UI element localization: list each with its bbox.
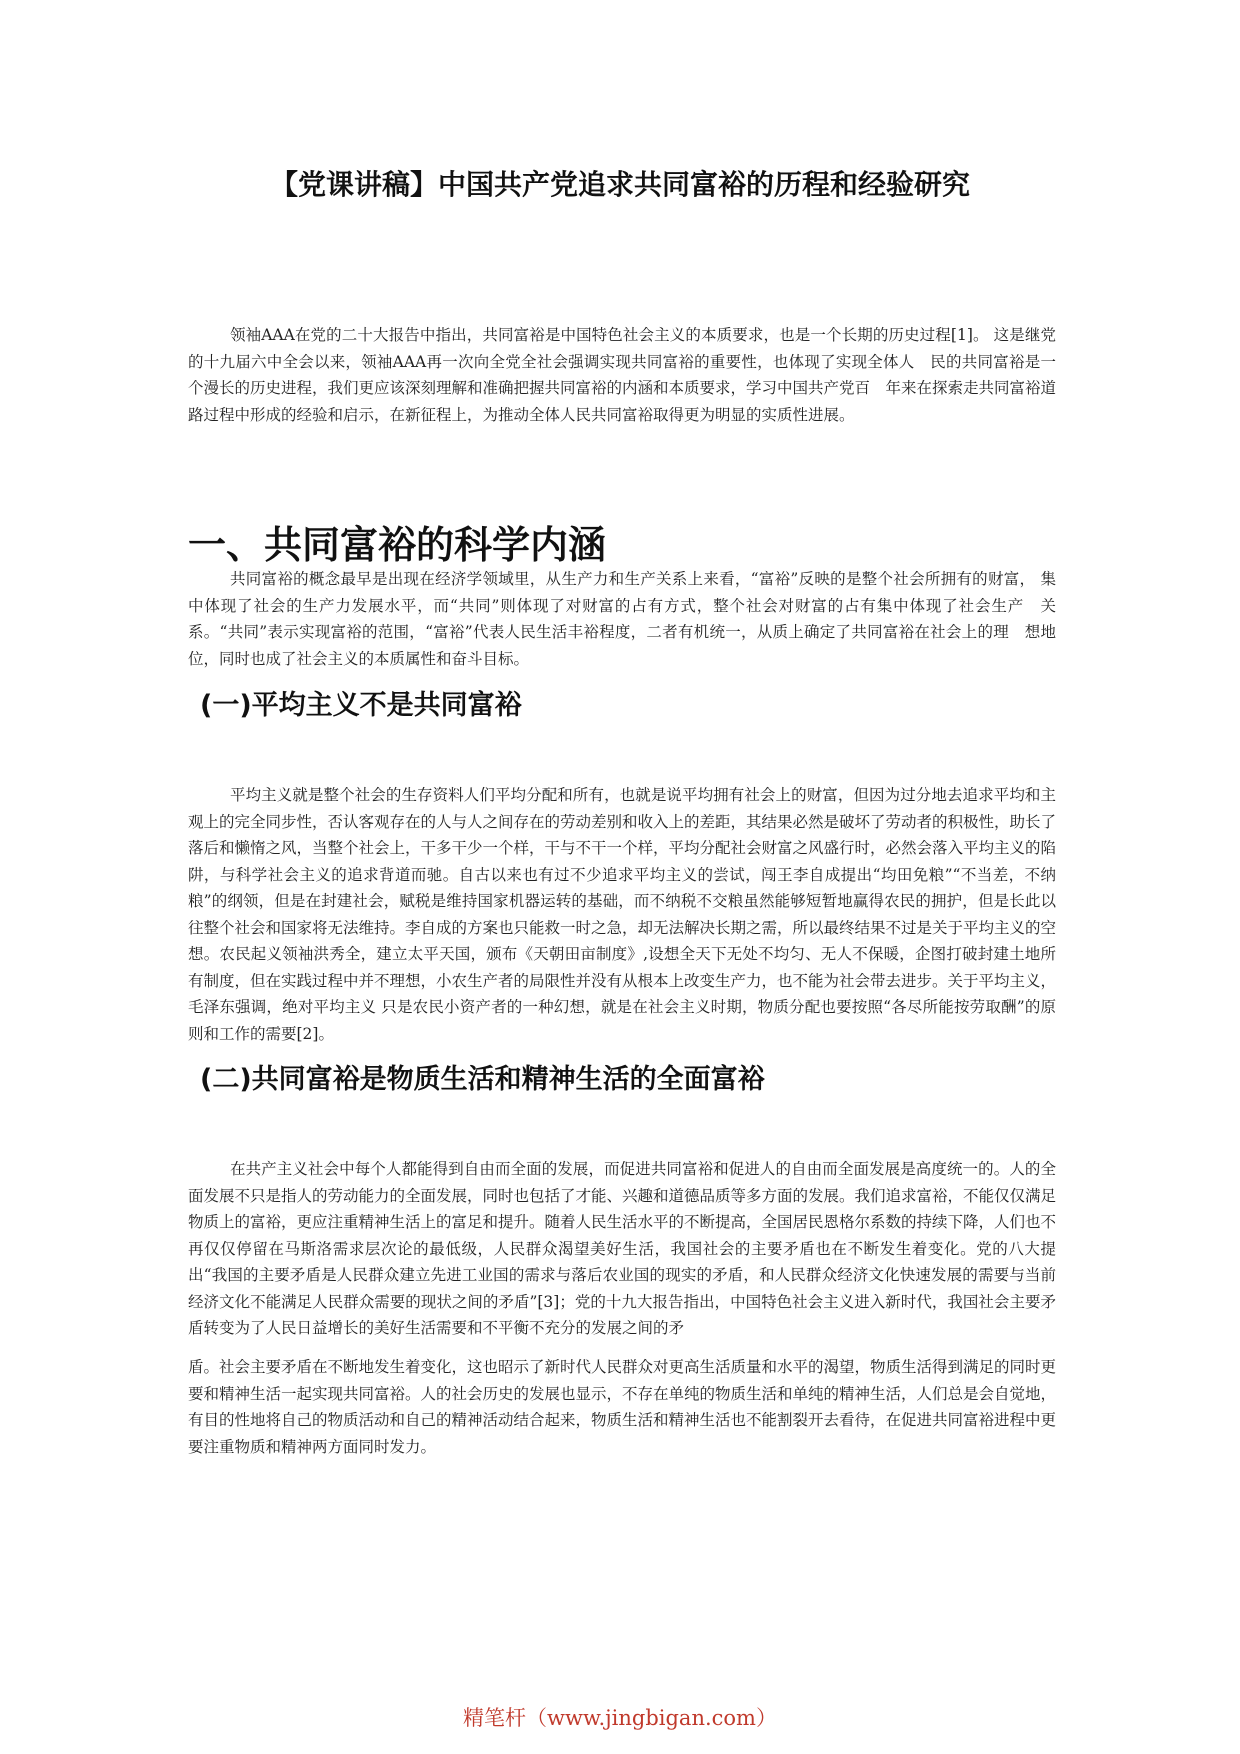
- subsection-1-paragraph: 平均主义就是整个社会的生存资料人们平均分配和所有，也就是说平均拥有社会上的财富，但因为过分地去追求平均和主观上的完全同步性，否认客观存在的人与人之间存在的劳动差别和收入上的差距，其结果必然是破坏了劳动者的积极性，助长了落后和懒惰之风，当整个社会上，干多干少一个样，干与不干一个样，平均分配社会财富之风盛行时，必然会落入平均主义的陷阱，与科学社会主义的追求背道而驰。自古以来也有过不少追求平均主义的尝试，闯王李自成提出“均田免粮”“不当差，不纳粮”的纲领，但是在封建社会，赋税是维持国家机器运转的基础，而不纳税不交粮虽然能够短暂地赢得农民的拥护，但是长此以往整个社会和国家将无法维持。李自成的方案也只能救一时之急，却无法解决长期之需，所以最终结果不过是关于平均主义的空想。农民起义领袖洪秀全，建立太平天国，颁布《天朝田亩制度》,设想全天下无处不均匀、无人不保暖，企图打破封建土地所有制度，但在实践过程中并不理想，小农生产者的局限性并没有从根本上改变生产力，也不能为社会带去进步。关于平均主义，毛泽东强调，绝对平均主义 只是农民小资产者的一种幻想，就是在社会主义时期，物质分配也要按照“各尽所能按劳取酬”的原则和工作的需要[2]。: [188, 786, 1057, 1043]
- subsection-2-paragraph-2: 盾。社会主要矛盾在不断地发生着变化，这也昭示了新时代人民群众对更高生活质量和水平的渴望，物质生活得到满足的同时更要和精神生活一起实现共同富裕。人的社会历史的发展也显示，不存在单纯的物质生活和单纯的精神生活，人们总是会自觉地，有目的性地将自己的物质活动和自己的精神活动结合起来，物质生活和精神生活也不能割裂开去看待，在促进共同富裕进程中更要注重物质和精神两方面同时发力。: [188, 1358, 1057, 1456]
- document-title: 【党课讲稿】中国共产党追求共同富裕的历程和经验研究: [269, 168, 970, 201]
- subsection-2-paragraph-1: 在共产主义社会中每个人都能得到自由而全面的发展，而促进共同富裕和促进人的自由而全面发展是高度统一的。人的全面发展不只是指人的劳动能力的全面发展，同时也包括了才能、兴趣和道德品质等多方面的发展。我们追求富裕，不能仅仅满足物质上的富裕，更应注重精神生活上的富足和提升。随着人民生活水平的不断提高，全国居民恩格尔系数的持续下降，人们也不再仅仅停留在马斯洛需求层次论的最低级，人民群众渴望美好生活，我国社会的主要矛盾也在不断发生着变化。党的八大提出“我国的主要矛盾是人民群众建立先进工业国的需求与落后农业国的现实的矛盾，和人民群众经济文化快速发展的需要与当前经济文化不能满足人民群众需要的现状之间的矛盾”[3]；党的十九大报告指出，中国特色社会主义进入新时代，我国社会主要矛盾转变为了人民日益增长的美好生活需要和不平衡不充分的发展之间的矛: [188, 1160, 1057, 1337]
- subsection-2-heading: (二)共同富裕是物质生活和精神生活的全面富裕: [200, 1064, 765, 1095]
- section-1-heading: 一、共同富裕的科学内涵: [188, 523, 607, 567]
- intro-paragraph: 领袖AAA在党的二十大报告中指出，共同富裕是中国特色社会主义的本质要求，也是一个长期的历史过程[1]。 这是继党的十九届六中全会以来，领袖AAA再一次向全党全社会强调实现共同富裕的重要性，也体现了实现全体人 民的共同富裕是一个漫长的历史进程，我们更应该深刻理解和准确把握共同富裕的内涵和本质要求，学习中国共产党百 年来在探索走共同富裕道路过程中形成的经验和启示，在新征程上，为推动全体人民共同富裕取得更为明显的实质性进展。: [188, 326, 1057, 424]
- footer-watermark-link[interactable]: 精笔杆（www.jingbigan.com）: [463, 1706, 777, 1730]
- subsection-1-heading: (一)平均主义不是共同富裕: [200, 690, 522, 721]
- section-1-paragraph: 共同富裕的概念最早是出现在经济学领域里，从生产力和生产关系上来看，“富裕”反映的是整个社会所拥有的财富， 集中体现了社会的生产力发展水平，而“共同”则体现了对财富的占有方式，整个社会对财富的占有集中体现了社会生产 关系。“共同”表示实现富裕的范围，“富裕”代表人民生活丰裕程度，二者有机统一，从质上确定了共同富裕在社会上的理 想地位，同时也成了社会主义的本质属性和奋斗目标。: [188, 570, 1056, 668]
